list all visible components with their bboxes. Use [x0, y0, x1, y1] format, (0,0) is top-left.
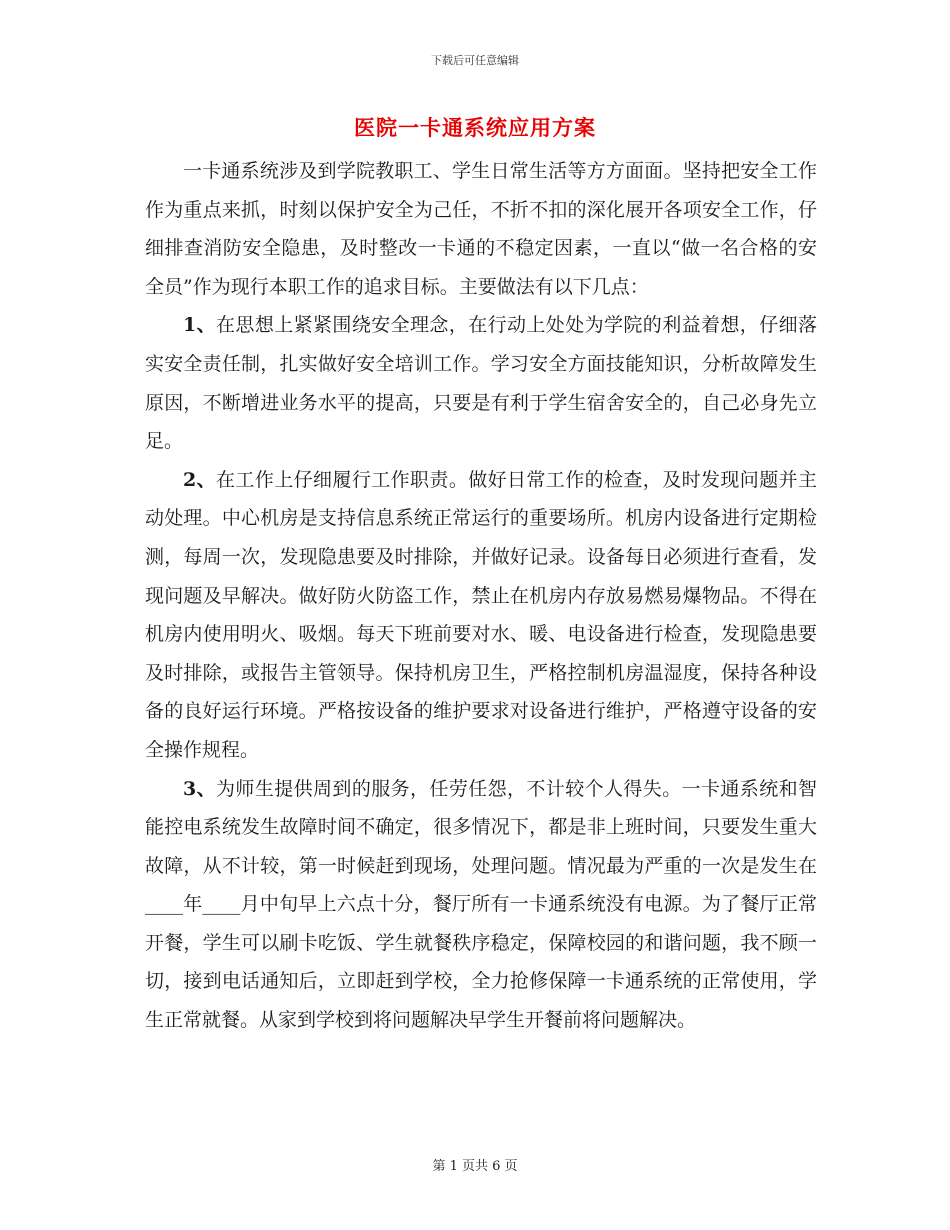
point-number: 2、: [183, 468, 217, 491]
paragraph-text: 在工作上仔细履行工作职责。做好日常工作的检查，及时发现问题并主动处理。中心机房是支持信息系统正常运行的重要场所。机房内设备进行定期检测，每周一次，发现隐患要及时排除，并做好记录。设备每日必须进行查看，发现问题及早解决。做好防火防盗工作，禁止在机房内存放易燃易爆物品。不得在机房内使用明火、吸烟。每天下班前要对水、暖、电设备进行检查，发现隐患要及时排除，或报告主管领导。保持机房卫生，严格控制机房温湿度，保持各种设备的良好运行环境。严格按设备的维护要求对设备进行维护，严格遵守设备的安全操作规程。: [145, 468, 817, 761]
paragraph-text: 为师生提供周到的服务，任劳任怨，不计较个人得失。一卡通系统和智能控电系统发生故障时间不确定，很多情况下，都是非上班时间，只要发生重大故障，从不计较，第一时候赶到现场，处理问题。情况最为严重的一次是发生在____年____月中旬早上六点十分，餐厅所有一卡通系统没有电源。为了餐厅正常开餐，学生可以刷卡吃饭、学生就餐秩序稳定，保障校园的和谐问题，我不顾一切，接到电话通知后，立即赶到学校，全力抢修保障一卡通系统的正常使用，学生正常就餐。从家到学校到将问题解决早学生开餐前将问题解决。: [145, 777, 817, 1032]
point-1-paragraph: [145, 306, 817, 460]
paragraph-text: 一卡通系统涉及到学院教职工、学生日常生活等方方面面。坚持把安全工作作为重点来抓，时刻以保护安全为己任，不折不扣的深化展开各项安全工作，仔细排查消防安全隐患，及时整改一卡通的不稳定因素，一直以“做一名合格的安全员”作为现行本职工作的追求目标。主要做法有以下几点：: [145, 160, 817, 298]
point-2-paragraph: [145, 461, 817, 770]
page-number: 第 1 页共 6 页: [432, 1159, 518, 1174]
point-number: 1、: [183, 314, 217, 337]
paragraph-text: 在思想上紧紧围绕安全理念，在行动上处处为学院的利益着想，仔细落实安全责任制，扎实做好安全培训工作。学习安全方面技能知识，分析故障发生原因，不断增进业务水平的提高，只要是有利于学生宿舍安全的，自己必身先立足。: [145, 314, 817, 453]
document-title: 医院一卡通系统应用方案: [354, 115, 596, 140]
intro-paragraph: [145, 152, 817, 306]
page-header: 下载后可任意编辑: [431, 54, 519, 67]
point-number: 3、: [183, 777, 217, 800]
document-body: [145, 152, 817, 1040]
point-3-paragraph: [145, 770, 817, 1040]
